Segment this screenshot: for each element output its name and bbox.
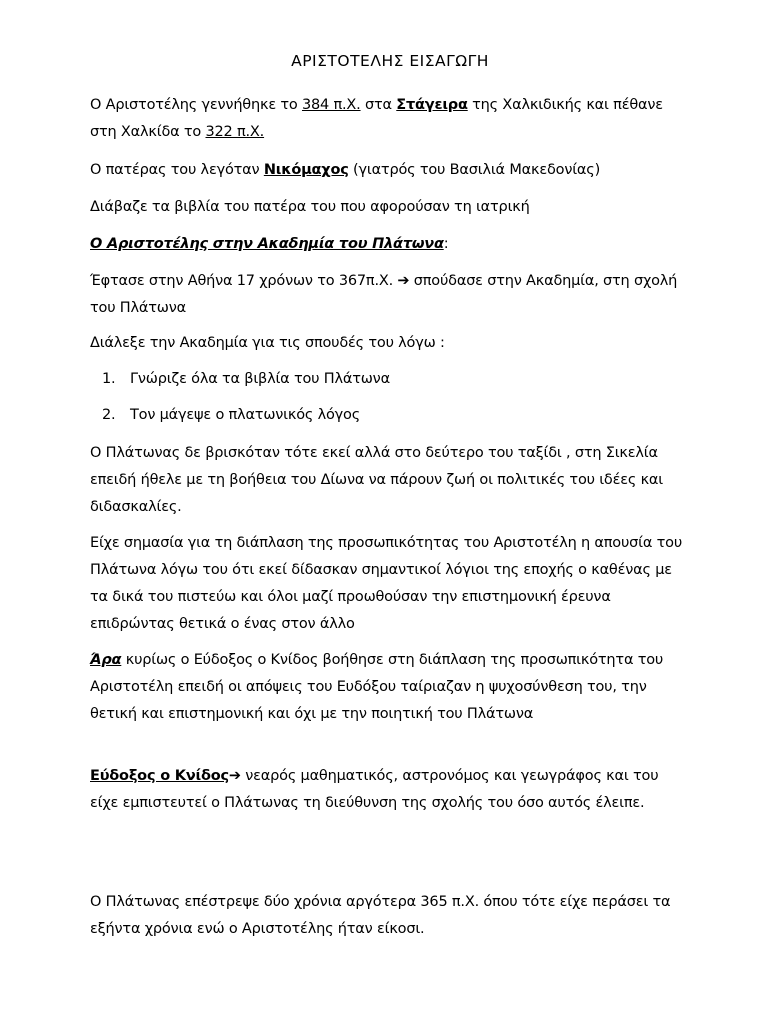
list-number: 1. — [102, 371, 116, 387]
arrow-icon: ➔ — [228, 768, 241, 784]
text-run: (γιατρός του Βασιλιά Μακεδονίας) — [348, 162, 601, 178]
heading-text: Ο Αριστοτέλης στην Ακαδημία του Πλάτωνα — [90, 236, 444, 252]
paragraph-reading: Διάβαζε τα βιβλία του πατέρα του που αφορούσαν τη ιατρική — [90, 199, 530, 215]
list-item — [90, 402, 690, 438]
emphasis-word: Άρα — [90, 652, 122, 668]
text-run: σπούδασε στην Ακαδημία, στη σχολή του Πλάτωνα — [90, 273, 678, 316]
list-item-text: Τον μάγεψε ο πλατωνικός λόγος — [130, 407, 361, 423]
text-run: της Χαλκιδικής και πέθανε στη Χαλκίδα το — [90, 97, 663, 140]
text-run: Ο Αριστοτέλης γεννήθηκε το — [90, 97, 302, 113]
paragraph-choice: Διάλεξε την Ακαδημία για τις σπουδές του λόγω : — [90, 335, 445, 351]
birth-year: 384 π.Χ. — [301, 97, 361, 113]
text-run: Ο πατέρας του λεγόταν — [90, 162, 264, 178]
document-title: ΑΡΙΣΤΟΤΕΛΗΣ ΕΙΣΑΓΩΓΗ — [291, 52, 489, 70]
paragraph-birth — [90, 92, 690, 146]
paragraph-plato-absence: Ο Πλάτωνας δε βρισκόταν τότε εκεί αλλά στο δεύτερο του ταξίδι , στη Σικελία επειδή ήθελε με τη βοήθεια του Δίωνα να πάρουν ζωή οι πολιτικές του ιδέες και διδασκαλίες. — [90, 445, 663, 515]
heading-suffix: : — [443, 236, 449, 252]
list-item — [90, 366, 690, 402]
text-run: κυρίως ο Εύδοξος ο Κνίδος βοήθησε στη διάπλαση της προσωπικότητα του Αριστοτέλη επειδή οι απόψεις του Ευδόξου ταίριαζαν η ψυχοσύνθεση του, την θετική και επιστημονική και όχι με την ποιητική του Πλάτωνα — [90, 652, 664, 722]
paragraph-eudoxus-influence — [90, 647, 690, 728]
list-number: 2. — [102, 407, 116, 423]
reasons-list — [90, 366, 690, 438]
arrow-icon: ➔ — [397, 273, 410, 289]
list-item-text: Γνώριζε όλα τα βιβλία του Πλάτωνα — [130, 371, 390, 387]
text-run: Έφτασε στην Αθήνα 17 χρόνων το 367π.Χ. — [90, 273, 398, 289]
paragraph-significance: Είχε σημασία για τη διάπλαση της προσωπικότητας του Αριστοτέλη η απουσία του Πλάτωνα λόγω του ότι εκεί δίδασκαν σημαντικοί λόγιοι της εποχής ο καθένας με τα δικά του πιστεύω και όλοι μαζί προωθούσαν την επιστημονική έρευνα επιδρώντας θετικά ο ένας στον άλλο — [90, 535, 683, 632]
death-year: 322 π.Χ. — [205, 124, 265, 140]
paragraph-plato-return: Ο Πλάτωνας επέστρεψε δύο χρόνια αργότερα 365 π.Χ. όπου τότε είχε περάσει τα εξήντα χρόνια ενώ ο Αριστοτέλης ήταν είκοσι. — [90, 894, 671, 937]
father-name: Νικόμαχος — [263, 162, 349, 178]
text-run: στα — [360, 97, 397, 113]
paragraph-arrival — [90, 268, 690, 322]
text-run: νεαρός μαθηματικός, αστρονόμος και γεωγράφος και του είχε εμπιστευτεί ο Πλάτωνας τη διεύθυνση της σχολής του όσο αυτός έλειπε. — [90, 768, 659, 811]
section-heading — [90, 231, 690, 258]
paragraph-eudoxus — [90, 763, 690, 817]
paragraph-father — [90, 157, 690, 184]
eudoxus-name: Εύδοξος ο Κνίδος — [90, 768, 229, 784]
birthplace: Στάγειρα — [396, 97, 468, 113]
